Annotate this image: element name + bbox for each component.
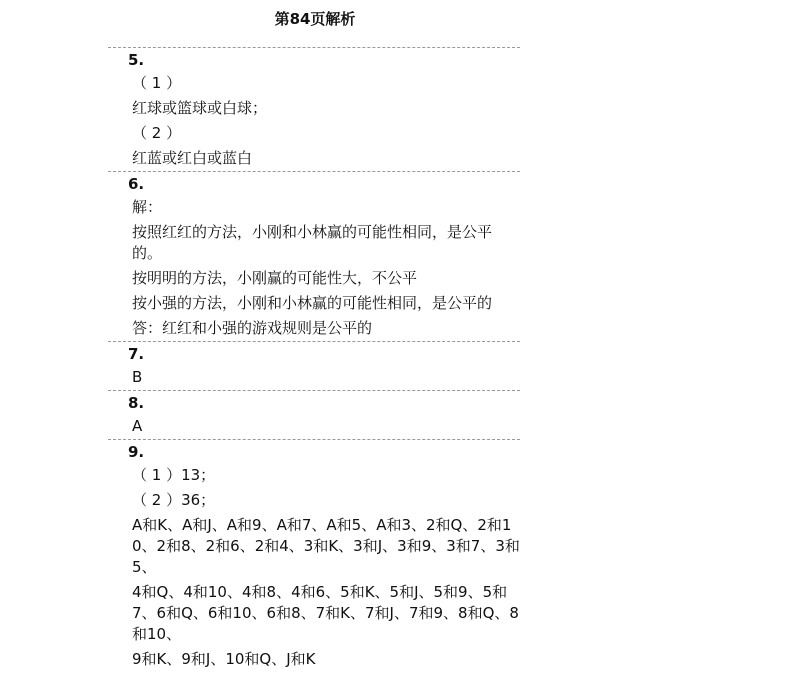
answer-line: （ 2 ）36； xyxy=(132,491,216,509)
question-9 xyxy=(108,439,520,672)
answer-line: 4和Q、4和10、4和8、4和6、5和K、5和J、5和9、5和7、6和Q、6和10、6和8、7和K、7和J、7和9、8和Q、8和10、 xyxy=(132,583,519,643)
answer-line: 按小强的方法，小刚和小林赢的可能性相同，是公平的 xyxy=(132,294,493,312)
answer-line: 按照红红的方法，小刚和小林赢的可能性相同，是公平的。 xyxy=(132,223,493,262)
question-number: 7. xyxy=(128,345,145,363)
answer-line: 红蓝或红白或蓝白 xyxy=(132,149,253,167)
question-number: 8. xyxy=(128,394,145,412)
answer-line: 答：红红和小强的游戏规则是公平的 xyxy=(132,319,373,337)
question-6 xyxy=(108,171,520,341)
answer-line: 9和K、9和J、10和Q、J和K xyxy=(132,650,316,668)
answer-line: 按明明的方法，小刚赢的可能性大，不公平 xyxy=(132,269,418,287)
question-number: 9. xyxy=(128,443,145,461)
question-7 xyxy=(108,341,520,390)
answer-line: B xyxy=(132,368,143,386)
page-title: 第84页解析 xyxy=(274,10,356,28)
answer-line: A和K、A和J、A和9、A和7、A和5、A和3、2和Q、2和10、2和8、2和6、2和4、3和K、3和J、3和9、3和7、3和5、 xyxy=(132,516,520,576)
question-number: 6. xyxy=(128,175,145,193)
answer-line: （ 2 ） xyxy=(132,124,182,142)
question-8 xyxy=(108,390,520,439)
question-5 xyxy=(108,47,520,171)
answer-line: （ 1 ） xyxy=(132,74,182,92)
answer-line: A xyxy=(132,417,143,435)
question-number: 5. xyxy=(128,51,145,69)
answers-list xyxy=(108,47,520,672)
answer-line: 红球或篮球或白球； xyxy=(132,99,268,117)
answer-line: （ 1 ）13； xyxy=(132,466,216,484)
answer-line: 解： xyxy=(132,198,163,216)
